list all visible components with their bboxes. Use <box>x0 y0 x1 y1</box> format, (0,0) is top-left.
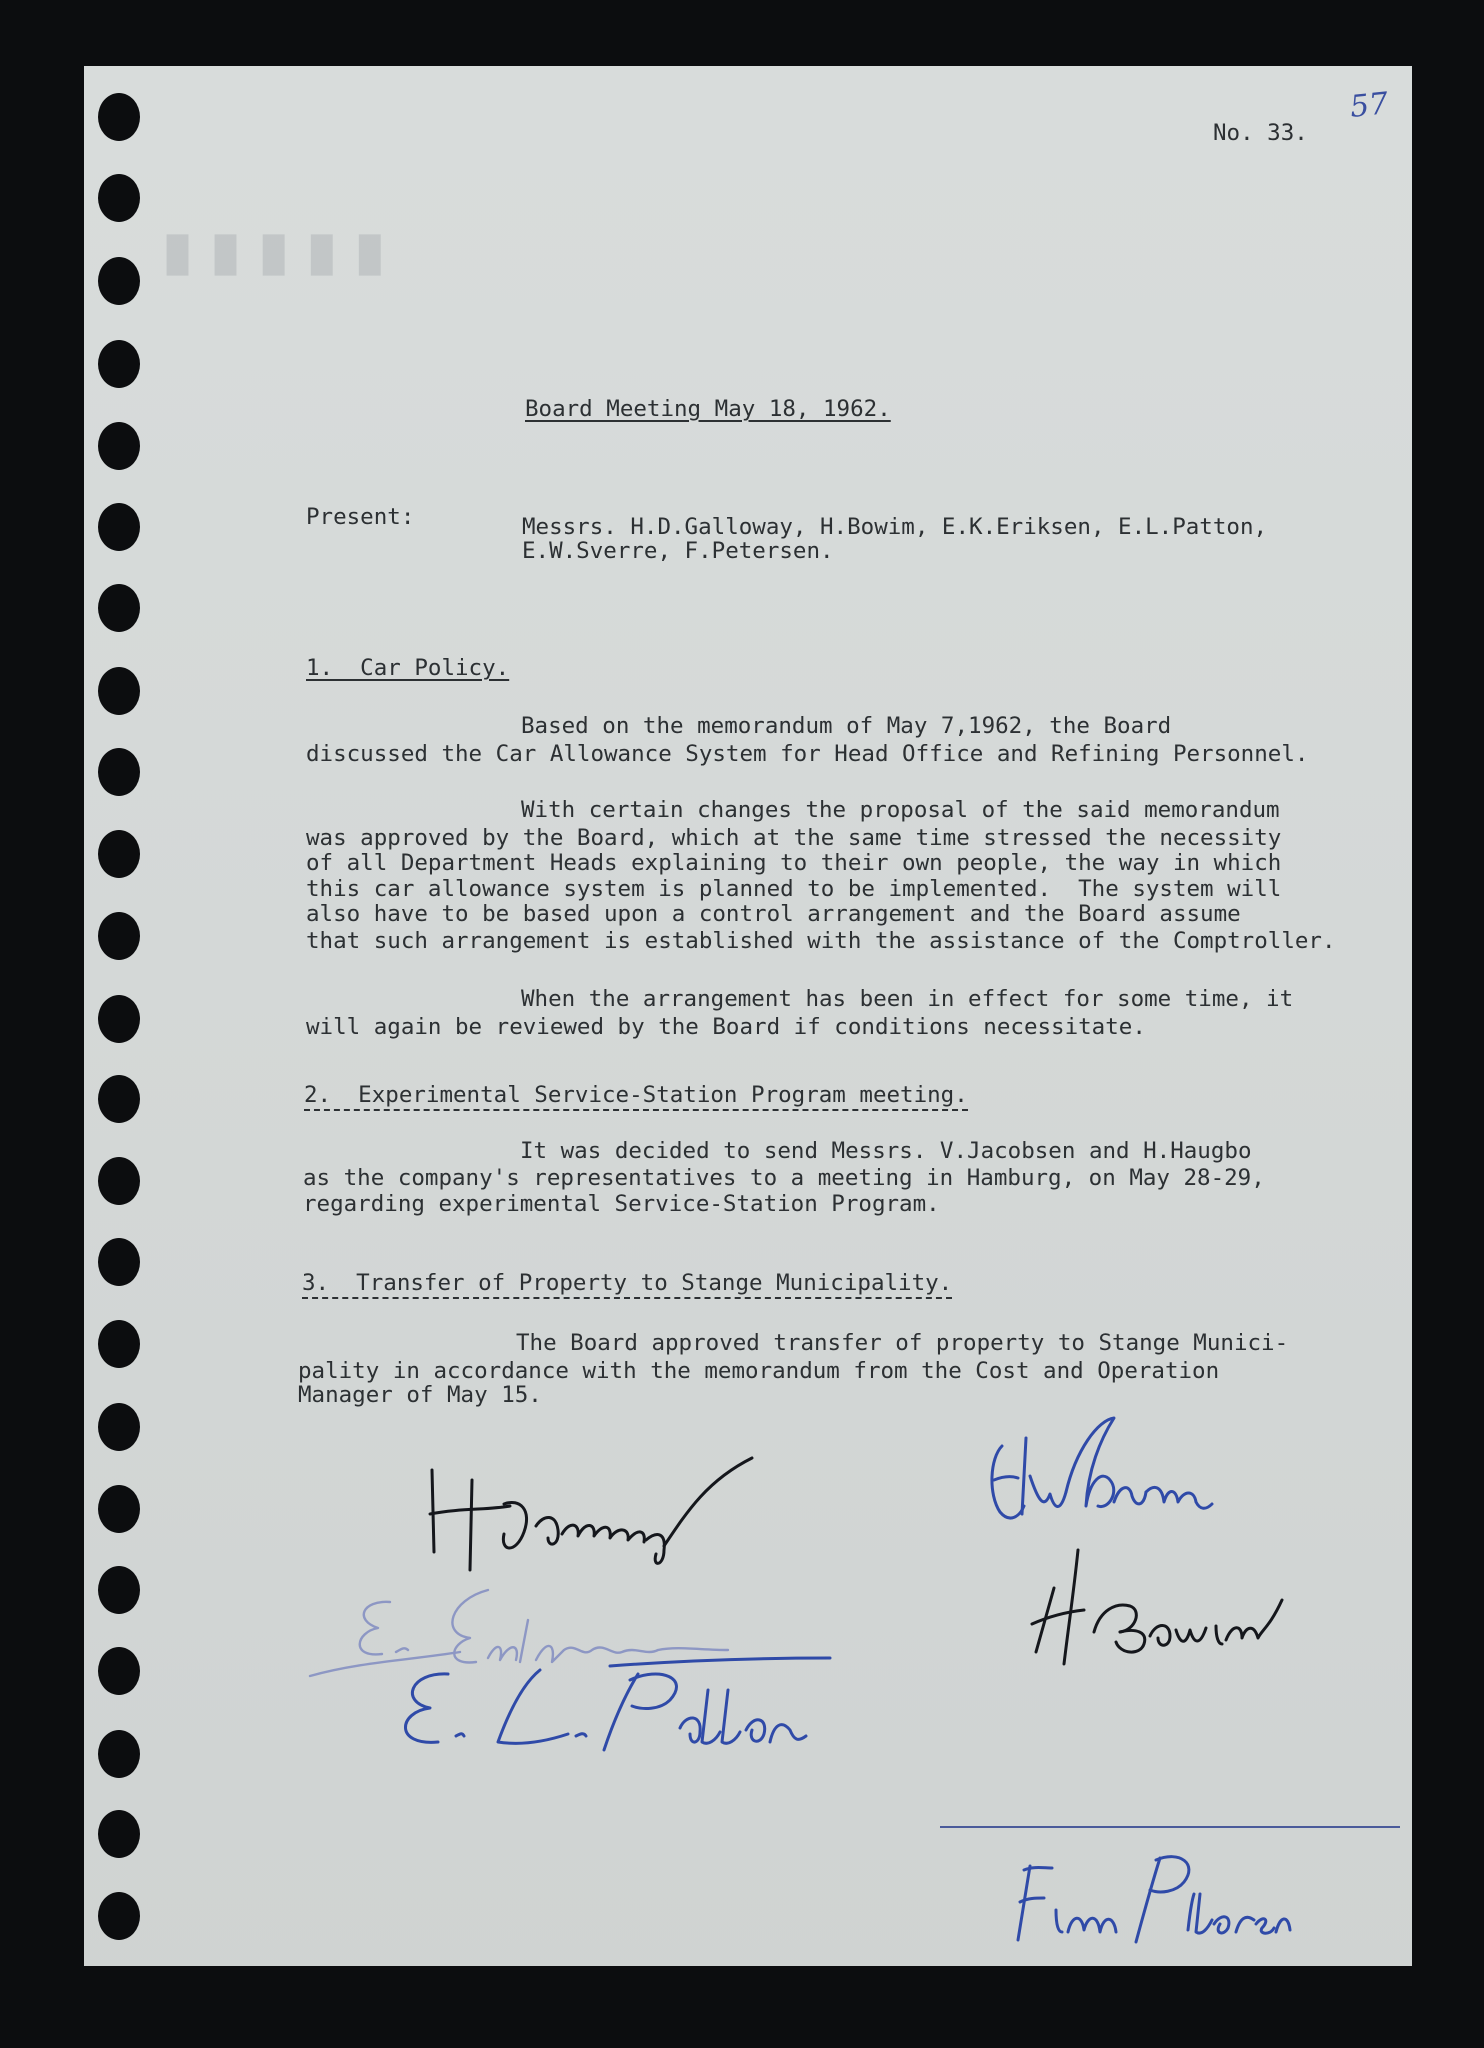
paragraph-line: was approved by the Board, which at the same time stressed the necessity <box>306 825 1282 851</box>
binder-hole <box>98 174 140 222</box>
binder-hole <box>98 1647 140 1695</box>
signature-sverre <box>980 1410 1220 1540</box>
signature-petersen <box>1000 1840 1300 1950</box>
binder-hole <box>98 1892 140 1940</box>
paragraph-line: also have to be based upon a control arrangement and the Board assume <box>306 901 1241 927</box>
signature-line <box>940 1826 1400 1828</box>
document-number: No. 33. <box>1213 120 1308 146</box>
meeting-title: Board Meeting May 18, 1962. <box>525 396 891 422</box>
section-heading-property-transfer: 3. Transfer of Property to Stange Municipality. <box>302 1272 952 1299</box>
paragraph-line: this car allowance system is planned to be implemented. The system will <box>306 876 1282 902</box>
binder-hole <box>98 93 140 141</box>
section-heading-service-station: 2. Experimental Service-Station Program meeting. <box>304 1084 968 1111</box>
present-line: E.W.Sverre, F.Petersen. <box>522 538 834 564</box>
binder-hole <box>98 1566 140 1614</box>
binder-hole <box>98 667 140 715</box>
paragraph-line: as the company's representatives to a meeting in Hamburg, on May 28-29, <box>303 1165 1265 1191</box>
paragraph-line: It was decided to send Messrs. V.Jacobsen and H.Haugbo <box>520 1138 1252 1164</box>
paragraph-line: will again be reviewed by the Board if conditions necessitate. <box>306 1014 1146 1040</box>
binder-hole <box>98 257 140 305</box>
paragraph-line: When the arrangement has been in effect for some time, it <box>521 986 1294 1012</box>
paragraph-line: that such arrangement is established with the assistance of the Comptroller. <box>306 928 1336 954</box>
binder-hole <box>98 584 140 632</box>
present-line: Messrs. H.D.Galloway, H.Bowim, E.K.Eriksen, E.L.Patton, <box>522 514 1268 540</box>
paragraph-line: The Board approved transfer of property to Stange Munici- <box>516 1330 1289 1356</box>
paragraph-line: Manager of May 15. <box>298 1382 542 1408</box>
paragraph-line: discussed the Car Allowance System for Head Office and Refining Personnel. <box>306 741 1309 767</box>
faint-bleedthrough-stamp: ▮▮▮▮▮ <box>161 218 402 282</box>
binder-hole <box>98 1810 140 1858</box>
binder-hole <box>98 748 140 796</box>
binder-hole <box>98 1238 140 1286</box>
binder-hole <box>98 1403 140 1451</box>
paragraph-line: of all Department Heads explaining to their own people, the way in which <box>306 850 1282 876</box>
signature-patton <box>390 1650 840 1760</box>
binder-hole <box>98 1320 140 1368</box>
binder-hole <box>98 1730 140 1778</box>
binder-hole <box>98 1075 140 1123</box>
binder-hole <box>98 340 140 388</box>
binder-hole <box>98 1485 140 1533</box>
signature-bowim <box>1020 1540 1290 1670</box>
section-heading-car-policy: 1. Car Policy. <box>306 655 510 681</box>
paragraph-line: pality in accordance with the memorandum from the Cost and Operation <box>298 1358 1220 1384</box>
binder-hole <box>98 1157 140 1205</box>
paragraph-line: Based on the memorandum of May 7,1962, the Board <box>521 713 1172 739</box>
binder-hole <box>98 503 140 551</box>
binder-hole <box>98 995 140 1043</box>
present-label: Present: <box>306 504 415 530</box>
binder-hole <box>98 830 140 878</box>
binder-hole <box>98 912 140 960</box>
handwritten-page-number: 57 <box>1348 86 1390 125</box>
binder-hole <box>98 422 140 470</box>
paragraph-line: With certain changes the proposal of the said memorandum <box>521 797 1280 823</box>
paragraph-line: regarding experimental Service-Station Program. <box>303 1191 940 1217</box>
signature-galloway <box>420 1450 760 1580</box>
